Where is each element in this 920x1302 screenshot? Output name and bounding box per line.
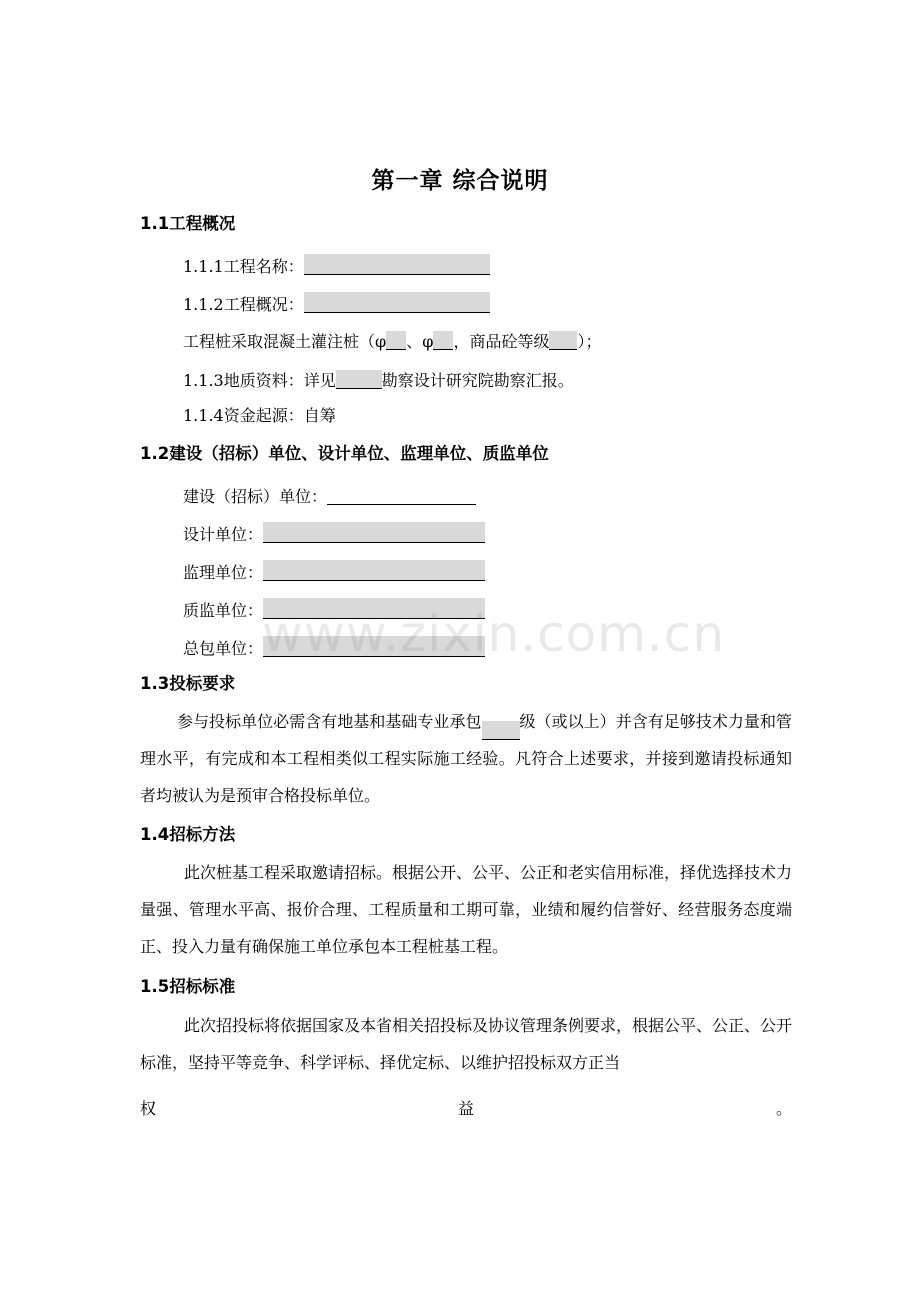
supervision-unit-field[interactable] [263,560,485,581]
project-overview-field[interactable] [304,292,490,313]
qualification-grade-blank[interactable] [482,721,520,740]
project-name-row [183,254,490,275]
supervision-unit-row [183,560,485,581]
pile-spec-text-d: ）； [577,332,602,351]
section-1-5-heading: 1.5招标标准 [140,977,236,996]
last-line-period: 。 [775,1099,792,1118]
geology-text-b: 勘察设计研究院勘察汇报。 [381,371,574,390]
project-name-label: 1.1.1工程名称： [183,257,304,276]
general-contractor-label: 总包单位： [183,639,264,658]
bid-requirements-paragraph [140,703,792,814]
watermark: www.zixin.com.cn [262,605,726,663]
project-name-field[interactable] [304,254,490,275]
supervision-unit-label: 监理单位： [183,563,264,582]
tender-method-text: 此次桩基工程采取邀请招标。根据公开、公平、公正和老实信用标准，择优选择技术力量强、管理水平高、报价合理、工程质量和工期可靠，业绩和履约信誉好、经营服务态度端正、投入力量有确保施工单位承包本工程桩基工程。 [140,863,793,956]
pile-spec-text-a: 工程桩采取混凝土灌注桩（φ [183,332,387,351]
bid-requirements-text-b: 级（或以上）并含有足够技术力量和管理水平，有完成和本工程相类似工程实际施工经验。凡符合上述要求，并接到邀请投标通知者均被认为是预审合格投标单位。 [140,712,792,805]
pile-spec-line [183,331,601,350]
pile-spec-text-c: ，商品砼等级 [453,332,550,351]
pile-diameter-blank-2[interactable] [433,331,453,350]
build-unit-field[interactable] [327,484,476,505]
section-1-1-heading: 1.1工程概况 [140,214,236,233]
project-overview-row [183,292,490,313]
pile-diameter-blank-1[interactable] [386,331,406,350]
section-1-2-heading: 1.2建设（招标）单位、设计单位、监理单位、质监单位 [140,444,549,463]
funding-source-line: 1.1.4资金起源：自筹 [183,406,336,425]
chapter-title: 第一章 综合说明 [371,168,549,194]
last-line-char-2: 益 [457,1099,474,1118]
geology-text-a: 1.1.3地质资料：详见 [183,371,336,390]
concrete-grade-blank[interactable] [549,331,577,350]
tender-method-paragraph [140,854,792,965]
build-unit-row [183,484,476,505]
tender-standard-text: 此次招投标将依据国家及本省相关招投标及协议管理条例要求，根据公平、公正、公开标准，坚持平等竞争、科学评标、择优定标、以维护招投标双方正当 [140,1016,793,1072]
design-unit-row [183,522,485,543]
tender-standard-paragraph [140,1007,792,1081]
design-unit-field[interactable] [263,522,485,543]
bid-requirements-text-a: 参与投标单位必需含有地基和基础专业承包 [177,712,482,731]
section-1-4-heading: 1.4招标方法 [140,825,236,844]
build-unit-label: 建设（招标）单位： [183,487,328,506]
last-line-char-1: 权 [140,1099,157,1118]
design-unit-label: 设计单位： [183,525,264,544]
geology-line [183,370,574,389]
pile-spec-text-b: 、φ [406,332,434,351]
survey-institute-blank[interactable] [336,370,382,389]
section-1-3-heading: 1.3投标要求 [140,674,236,693]
tender-standard-last-line [140,1096,792,1119]
project-overview-label: 1.1.2工程概况： [183,295,304,314]
quality-unit-label: 质监单位： [183,601,264,620]
